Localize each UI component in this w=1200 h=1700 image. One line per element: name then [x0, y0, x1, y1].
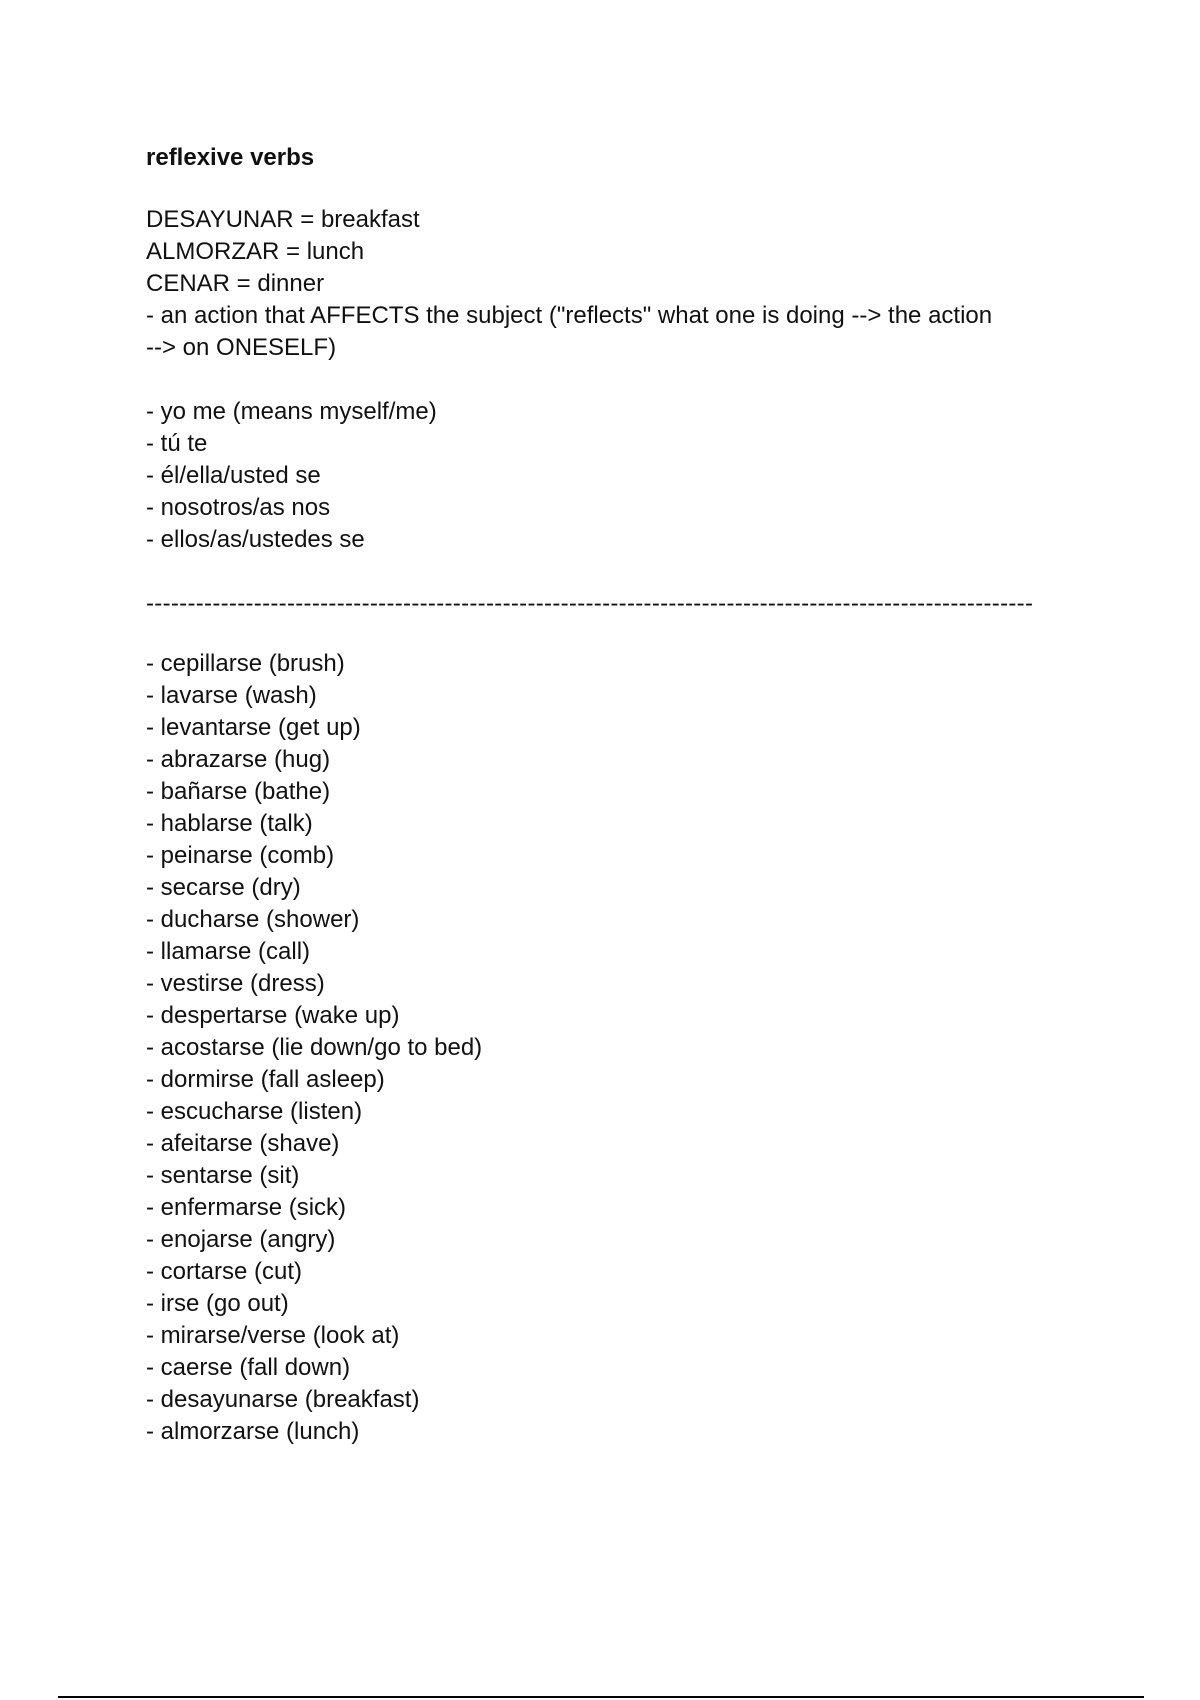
verb-item: - desayunarse (breakfast) [146, 1386, 420, 1413]
verb-item: - escucharse (listen) [146, 1098, 363, 1125]
separator-line: ----------------------------------------------------------------------------------------------------------- [146, 590, 1034, 617]
spacer [146, 556, 1106, 588]
verb-item: - irse (go out) [146, 1290, 289, 1317]
verb-item: - acostarse (lie down/go to bed) [146, 1034, 483, 1061]
intro-line: --> on ONESELF) [146, 334, 337, 361]
spacer [146, 174, 1106, 204]
verb-item: - peinarse (comb) [146, 842, 335, 869]
pronoun-line: - nosotros/as nos [146, 494, 331, 521]
intro-line: - an action that AFFECTS the subject ("reflects" what one is doing --> the action [146, 302, 993, 329]
spacer [146, 364, 1106, 396]
document-page [146, 142, 1106, 1448]
verb-item: - ducharse (shower) [146, 906, 360, 933]
verb-item: - caerse (fall down) [146, 1354, 351, 1381]
verb-item: - vestirse (dress) [146, 970, 325, 997]
intro-line: DESAYUNAR = breakfast [146, 206, 420, 233]
verb-item: - sentarse (sit) [146, 1162, 300, 1189]
page-bottom-border [58, 1696, 1144, 1698]
pronoun-line: - él/ella/usted se [146, 462, 321, 489]
verb-item: - enojarse (angry) [146, 1226, 336, 1253]
spacer [146, 620, 1106, 648]
verb-item: - cepillarse (brush) [146, 650, 345, 677]
pronoun-section [146, 396, 1106, 556]
verb-item: - hablarse (talk) [146, 810, 313, 837]
verb-item: - cortarse (cut) [146, 1258, 303, 1285]
pronoun-line: - yo me (means myself/me) [146, 398, 437, 425]
verb-item: - enfermarse (sick) [146, 1194, 347, 1221]
pronoun-line: - tú te [146, 430, 208, 457]
verb-list [146, 648, 1106, 1448]
intro-line: CENAR = dinner [146, 270, 325, 297]
page-title: reflexive verbs [146, 144, 315, 171]
verb-item: - abrazarse (hug) [146, 746, 331, 773]
verb-item: - bañarse (bathe) [146, 778, 331, 805]
verb-item: - almorzarse (lunch) [146, 1418, 360, 1445]
pronoun-line: - ellos/as/ustedes se [146, 526, 365, 553]
verb-item: - lavarse (wash) [146, 682, 317, 709]
verb-item: - despertarse (wake up) [146, 1002, 400, 1029]
verb-item: - mirarse/verse (look at) [146, 1322, 400, 1349]
verb-item: - llamarse (call) [146, 938, 311, 965]
verb-item: - afeitarse (shave) [146, 1130, 340, 1157]
intro-section [146, 204, 1106, 364]
verb-item: - secarse (dry) [146, 874, 301, 901]
verb-item: - levantarse (get up) [146, 714, 361, 741]
verb-item: - dormirse (fall asleep) [146, 1066, 385, 1093]
intro-line: ALMORZAR = lunch [146, 238, 365, 265]
